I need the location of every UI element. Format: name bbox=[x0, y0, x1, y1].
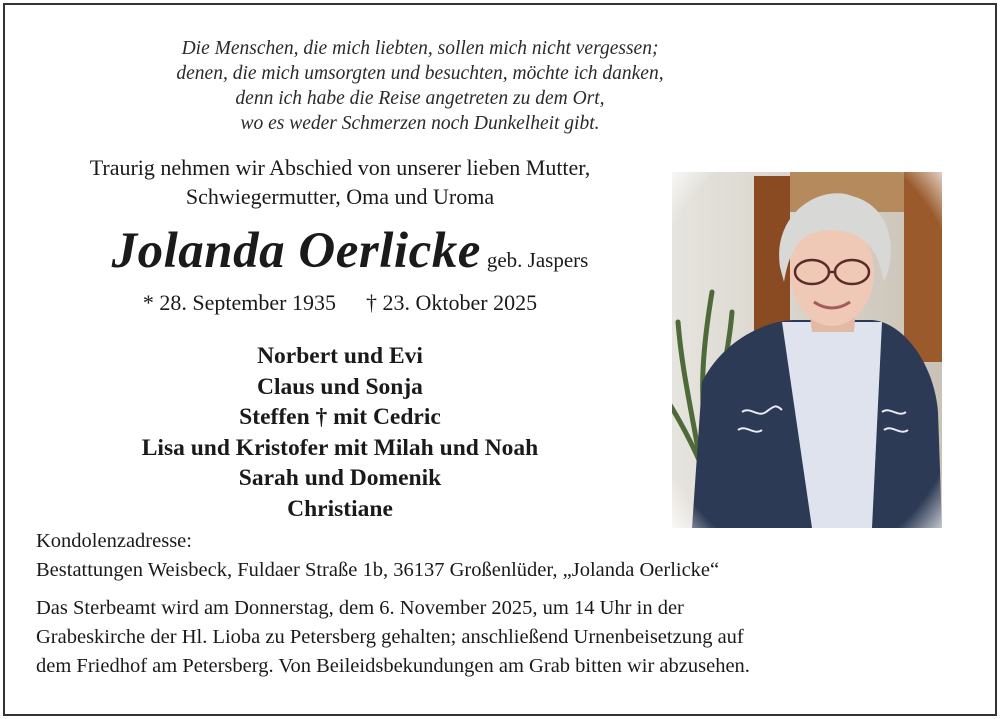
poem-line: denn ich habe die Reise angetreten zu dem Ort, bbox=[235, 88, 605, 109]
mourner-entry: Christiane bbox=[287, 495, 393, 522]
condolence-address bbox=[36, 527, 976, 585]
intro-line: Traurig nehmen wir Abschied von unserer lieben Mutter, bbox=[89, 155, 591, 180]
deceased-name-line bbox=[20, 222, 680, 280]
mourner-entry: Claus und Sonja bbox=[257, 373, 423, 400]
deceased-name: Jolanda Oerlicke bbox=[111, 223, 481, 279]
intro-text bbox=[20, 153, 660, 211]
portrait-photo bbox=[672, 172, 942, 528]
service-info bbox=[36, 594, 976, 681]
mourners-list bbox=[20, 341, 660, 524]
mourner-entry: Norbert und Evi bbox=[257, 343, 423, 369]
condolence-label: Kondolenzadresse: bbox=[36, 530, 192, 552]
birth-date: * 28. September 1935 bbox=[142, 290, 336, 315]
service-line: dem Friedhof am Petersberg. Von Beileidsbekundungen am Grab bitten wir abzusehen. bbox=[36, 655, 750, 677]
death-date: † 23. Oktober 2025 bbox=[366, 290, 538, 315]
poem-line: wo es weder Schmerzen noch Dunkelheit gibt. bbox=[240, 113, 600, 134]
service-line: Das Sterbeamt wird am Donnerstag, dem 6. November 2025, um 14 Uhr in der bbox=[36, 597, 684, 619]
mourner-entry: Steffen † mit Cedric bbox=[239, 404, 441, 430]
mourner-entry: Lisa und Kristofer mit Milah und Noah bbox=[141, 434, 539, 461]
intro-line: Schwiegermutter, Oma und Uroma bbox=[185, 184, 495, 209]
service-line: Grabeskirche der Hl. Lioba zu Petersberg gehalten; anschließend Urnenbeisetzung auf bbox=[36, 626, 744, 648]
mourner-entry: Sarah und Domenik bbox=[238, 465, 442, 491]
poem bbox=[120, 36, 720, 136]
poem-line: Die Menschen, die mich liebten, sollen mich nicht vergessen; bbox=[181, 38, 659, 59]
life-dates bbox=[20, 290, 660, 316]
condolence-address-text: Bestattungen Weisbeck, Fuldaer Straße 1b, 36137 Großenlüder, „Jolanda Oerlicke“ bbox=[36, 559, 720, 581]
maiden-name: geb. Jaspers bbox=[486, 248, 589, 272]
poem-line: denen, die mich umsorgten und besuchten, möchte ich danken, bbox=[176, 63, 664, 84]
